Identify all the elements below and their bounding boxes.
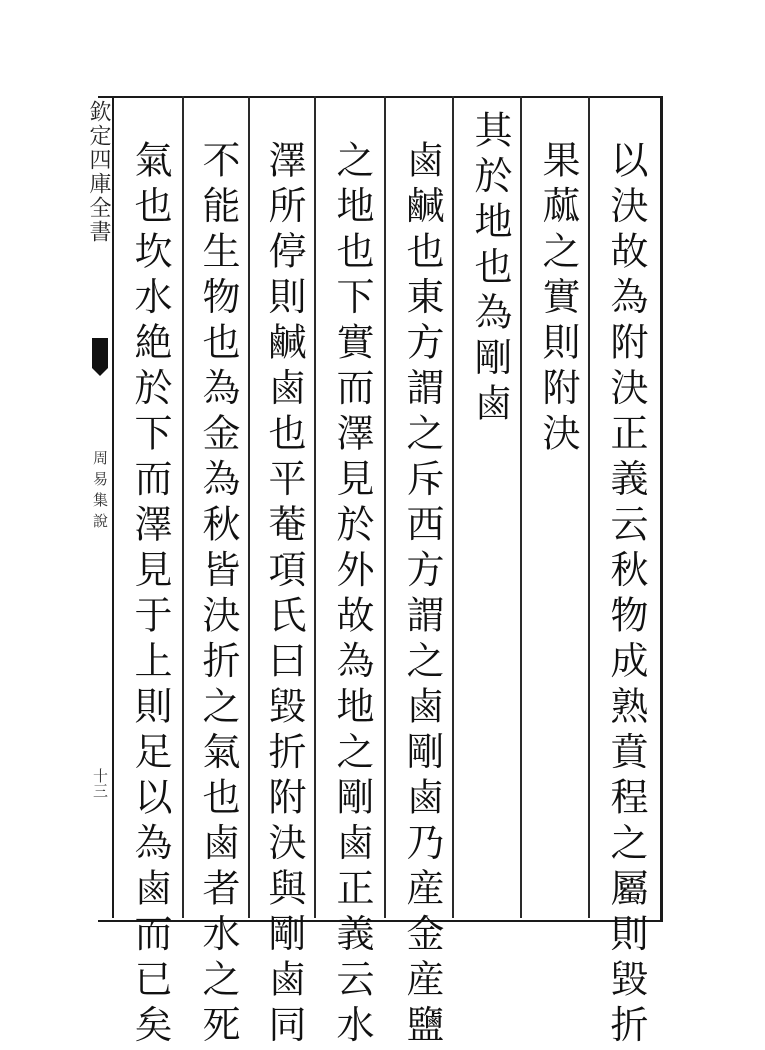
column-rule <box>248 96 250 918</box>
text-column-8: 氣也坎水絶於下而澤見于上則足以為鹵而已矣 <box>128 140 172 1050</box>
text-column-1: 以決故為附決正義云秋物成熟賁程之屬則毀折 <box>604 140 648 1050</box>
book-name: 周易集說 <box>91 450 109 534</box>
text-column-7: 不能生物也為金為秋皆決折之氣也鹵者水之死 <box>196 140 240 1050</box>
text-column-3: 其於地也為剛鹵 <box>468 110 512 429</box>
column-rule <box>520 96 522 918</box>
text-column-6: 澤所停則鹹鹵也平菴項氏曰毀折附決與剛鹵同 <box>262 140 306 1050</box>
text-column-4: 鹵鹹也東方謂之斥西方謂之鹵剛鹵乃産金産鹽 <box>400 140 444 1050</box>
column-rule <box>182 96 184 918</box>
page-number: 十三 <box>91 768 109 798</box>
column-rule <box>314 96 316 918</box>
fish-tail-mark-icon <box>92 338 108 368</box>
text-column-2: 果蓏之實則附決 <box>536 140 580 459</box>
margin-title: 欽定四庫全書 <box>86 100 111 244</box>
column-rule <box>384 96 386 918</box>
text-column-5: 之地也下實而澤見於外故為地之剛鹵正義云水 <box>330 140 374 1050</box>
column-rule <box>588 96 590 918</box>
column-rule <box>452 96 454 918</box>
